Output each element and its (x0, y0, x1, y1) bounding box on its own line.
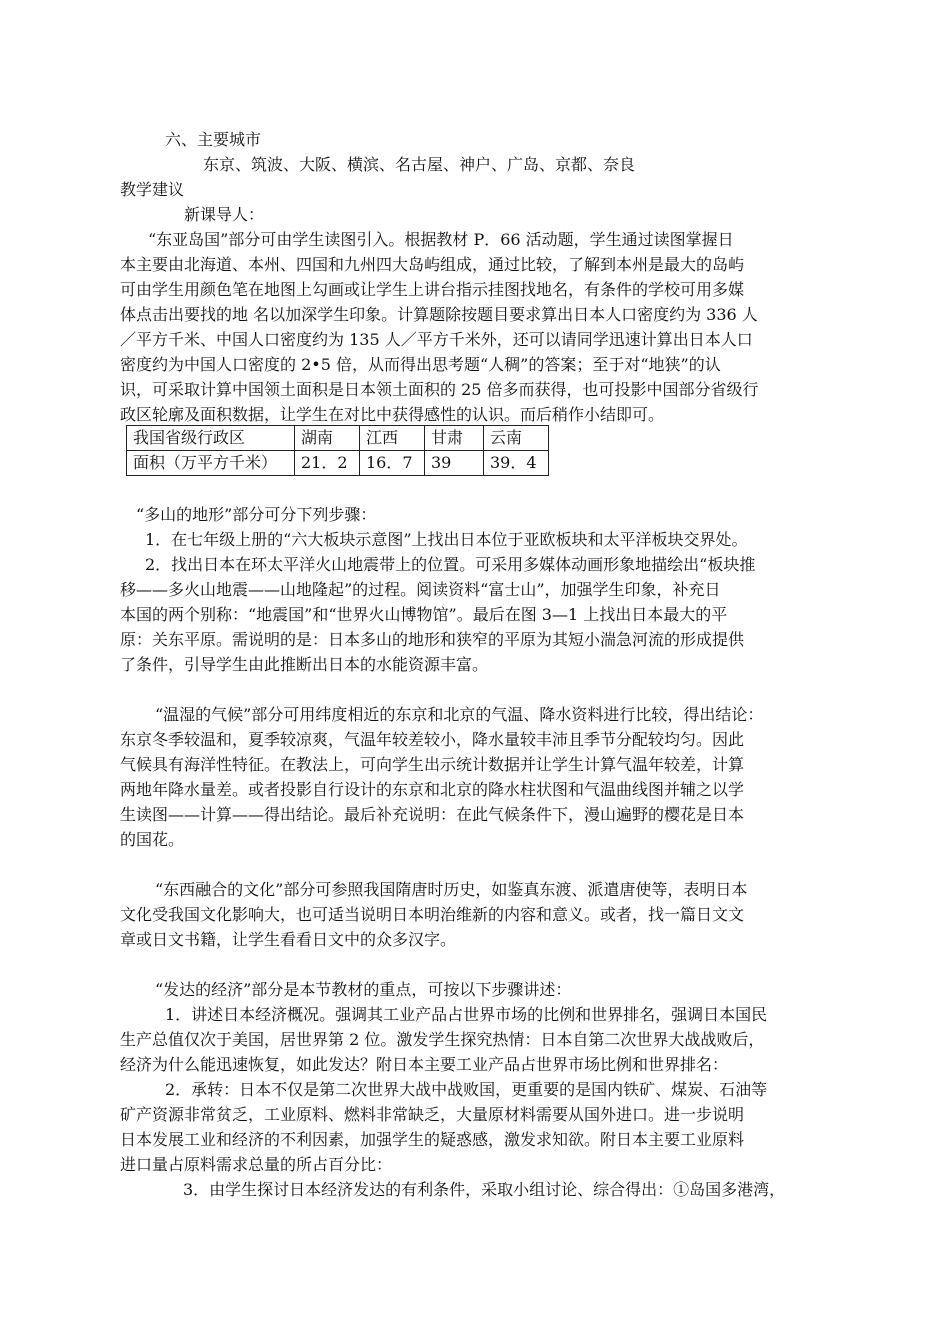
table-cell: 21．2 (295, 451, 360, 476)
para-line: 原：关东平原。需说明的是：日本多山的地形和狭窄的平原为其短小湍急河流的形成提供 (120, 630, 745, 649)
mountain-intro: “多山的地形”部分可分下列步骤： (136, 505, 377, 524)
table-header-row (127, 426, 549, 451)
table-cell: 39 (425, 451, 484, 476)
para-line: 密度约为中国人口密度的 2•5 倍，从而得出思考题“人稠”的答案；至于对“地狭”的认 (120, 355, 721, 374)
mountain-step: 2．找出日本在环太平洋火山地震带上的位置。可采用多媒体动画形象地描绘出“板块推 (145, 555, 756, 574)
para-line: 识，可采取计算中国领土面积是日本领土面积的 25 倍多而获得，也可投影中国部分省级行 (120, 380, 759, 399)
table-cell: 湖南 (295, 426, 360, 451)
table-cell: 面积（万平方千米） (127, 451, 295, 476)
para-line: 可由学生用颜色笔在地图上勾画或让学生上讲台指示挂图找地名，有条件的学校可用多媒 (120, 280, 745, 299)
para-line: “东西融合的文化”部分可参照我国隋唐时历史，如鉴真东渡、派遣唐使等，表明日本 (155, 880, 748, 899)
para-line: 日本发展工业和经济的不利因素，加强学生的疑惑感，激发求知欲。附日本主要工业原料 (120, 1130, 745, 1149)
para-line: 东京冬季较温和，夏季较凉爽，气温年较差较小，降水量较丰沛且季节分配较均匀。因此 (120, 730, 745, 749)
table-cell: 39．4 (484, 451, 549, 476)
province-area-table (126, 425, 549, 476)
para-line: 了条件，引导学生由此推断出日本的水能资源丰富。 (120, 655, 489, 674)
table-cell: 江西 (360, 426, 425, 451)
para-line: 移——多火山地震——山地隆起”的过程。阅读资料“富士山”，加强学生印象，补充日 (120, 580, 721, 599)
economy-step: 2．承转：日本不仅是第二次世界大战中战败国，更重要的是国内铁矿、煤炭、石油等 (165, 1080, 768, 1099)
table-cell: 甘肃 (425, 426, 484, 451)
table-cell: 我国省级行政区 (127, 426, 295, 451)
table-row (127, 451, 549, 476)
table-cell: 16．7 (360, 451, 425, 476)
economy-step: 1．讲述日本经济概况。强调其工业产品占世界市场的比例和世界排名，强调日本国民 (165, 1005, 768, 1024)
para-line: ／平方千米、中国人口密度约为 135 人／平方千米外，还可以请同学迅速计算出日本人口 (120, 330, 753, 349)
para-line: 文化受我国文化影响大，也可适当说明日本明治维新的内容和意义。或者，找一篇日文文 (120, 905, 745, 924)
para-line: 两地年降水量差。或者投影自行设计的东京和北京的降水柱状图和气温曲线图并辅之以学 (120, 780, 745, 799)
para-line: 体点击出要找的地 名以加深学生印象。计算题除按题目要求算出日本人口密度约为 336 人 (120, 305, 758, 324)
section-heading: 六、主要城市 (165, 130, 262, 149)
para-line: 气候具有海洋性特征。在教法上，可向学生出示统计数据并让学生计算气温年较差，计算 (120, 755, 745, 774)
para-line: 生读图——计算——得出结论。最后补充说明：在此气候条件下，漫山遍野的樱花是日本 (120, 805, 745, 824)
para-line: “温湿的气候”部分可用纬度相近的东京和北京的气温、降水资料进行比较，得出结论： (155, 705, 764, 724)
para-line: 矿产资源非常贫乏，工业原料、燃料非常缺乏，大量原材料需要从国外进口。进一步说明 (120, 1105, 745, 1124)
economy-intro: “发达的经济”部分是本节教材的重点，可按以下步骤讲述： (155, 980, 572, 999)
table-cell: 云南 (484, 426, 549, 451)
para-line: 政区轮廓及面积数据，让学生在对比中获得感性的认识。而后稍作小结即可。 (120, 405, 665, 424)
para-line: 章或日文书籍，让学生看看日文中的众多汉字。 (120, 930, 457, 949)
para-line: 本国的两个别称：“地震国”和“世界火山博物馆”。最后在图 3—1 上找出日本最大的平 (120, 605, 728, 624)
para-line: “东亚岛国”部分可由学生读图引入。根据教材 P．66 活动题，学生通过读图掌握日 (148, 230, 734, 249)
para-line: 生产总值仅次于美国，居世界第 2 位。激发学生探究热情：日本自第二次世界大战战败后， (120, 1030, 765, 1049)
para-line: 的国花。 (120, 830, 185, 849)
economy-step: 3．由学生探讨日本经济发达的有利条件，采取小组讨论、综合得出：①岛国多港湾， (183, 1180, 786, 1199)
para-line: 本主要由北海道、本州、四国和九州四大岛屿组成，通过比较，了解到本州是最大的岛屿 (120, 255, 745, 274)
mountain-step: 1．在七年级上册的“六大板块示意图”上找出日本位于亚欧板块和太平洋板块交界处。 (145, 530, 748, 549)
teaching-title: 教学建议 (120, 180, 185, 199)
para-line: 经济为什么能迅速恢复，如此发达？附日本主要工业产品占世界市场比例和世界排名： (120, 1055, 729, 1074)
para-line: 进口量占原料需求总量的所占百分比： (120, 1155, 393, 1174)
intro-label: 新课导人： (184, 205, 265, 224)
city-list: 东京、筑波、大阪、横滨、名古屋、神户、广岛、京都、奈良 (203, 155, 636, 174)
